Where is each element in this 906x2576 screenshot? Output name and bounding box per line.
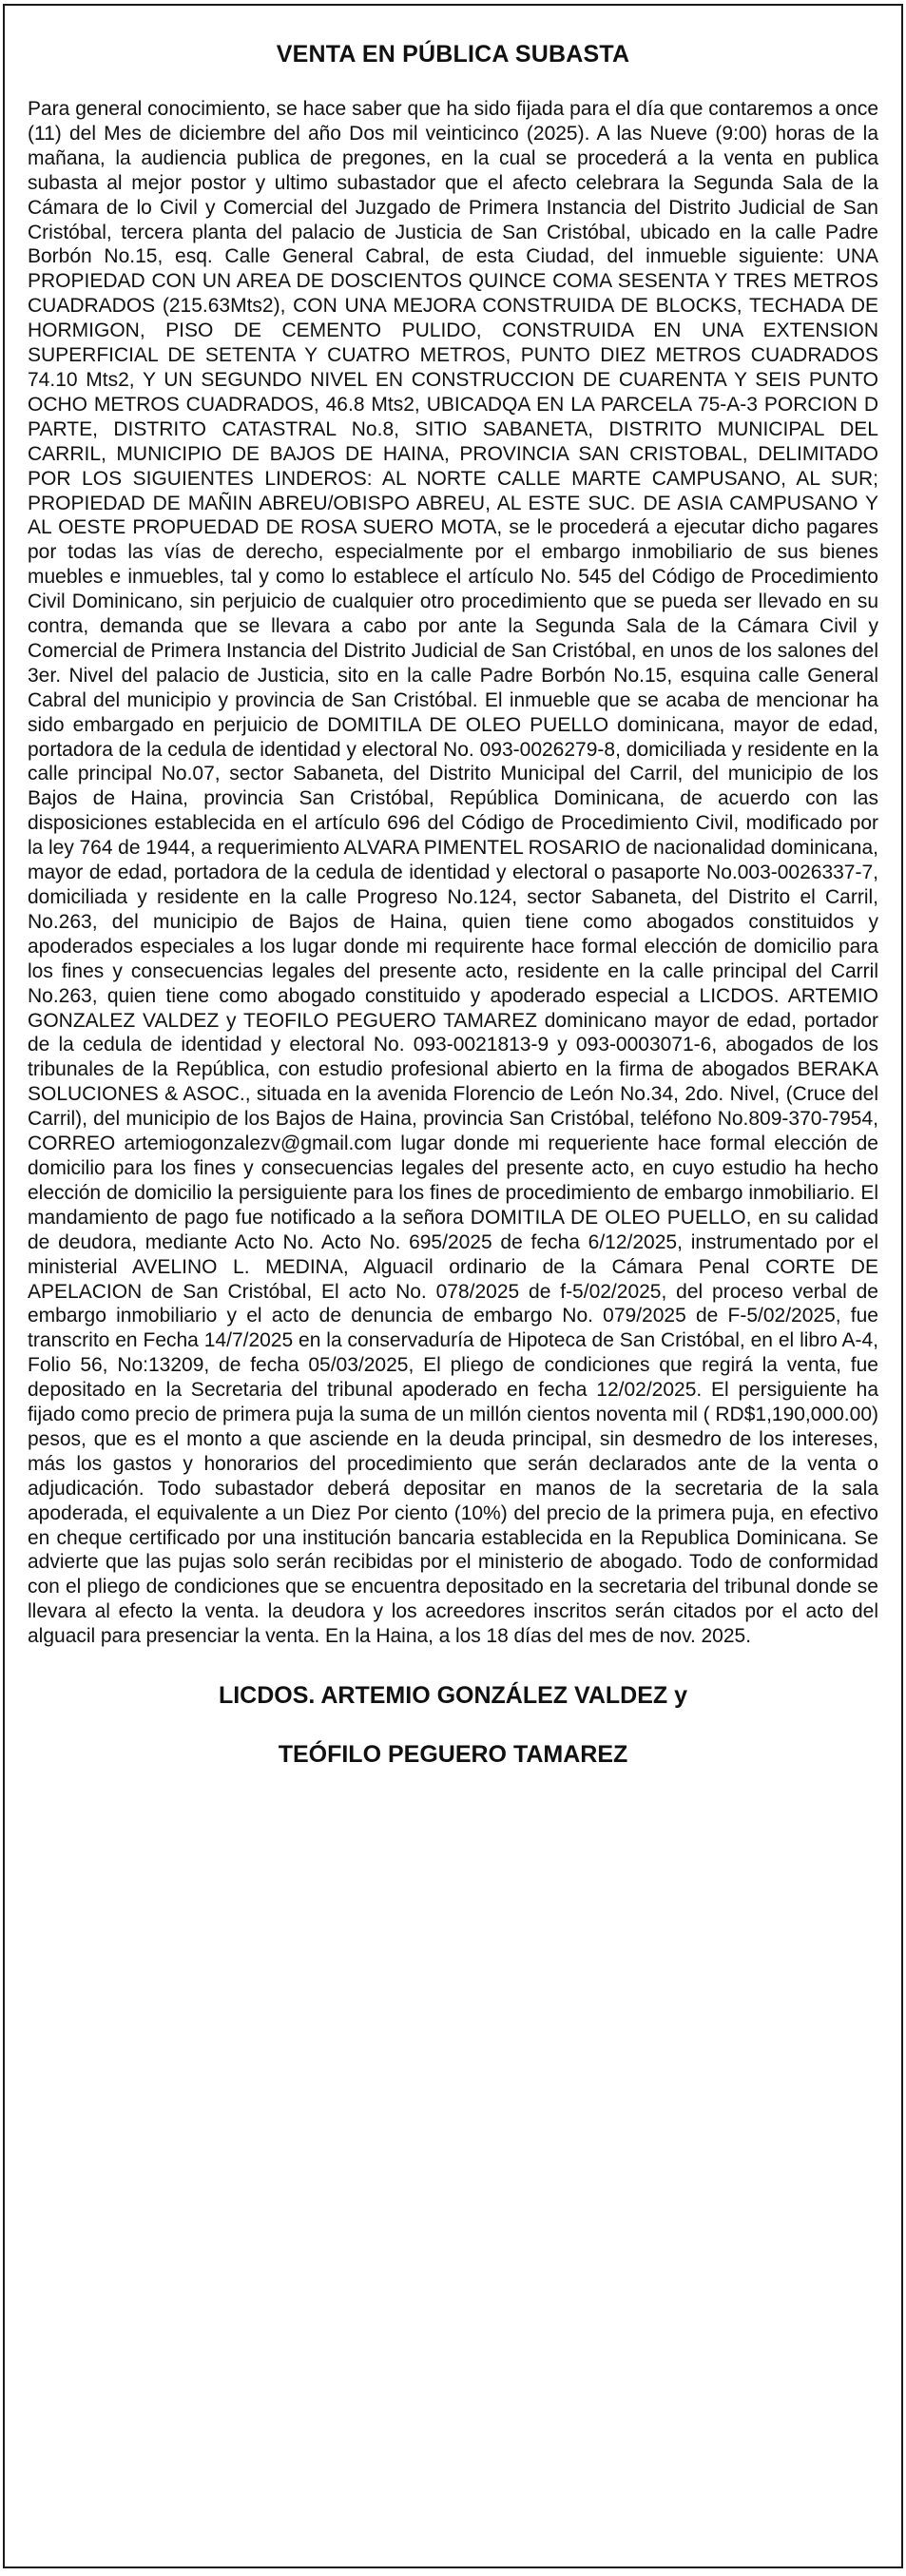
signature-line-1: LICDOS. ARTEMIO GONZÁLEZ VALDEZ y [218,1682,688,1710]
notice-body: Para general conocimiento, se hace saber que ha sido fijada para el día que contaremos a once (11) del Mes de diciembre del año Dos mil veinticinco (2025). A las Nueve (9:00) horas de la mañana, la audiencia publica de pregones, en la cual se procederá a la venta en publica subasta al mejor postor y ultimo subastador que el afecto celebrara la Segunda Sala de la Cámara de lo Civil y Comercial del Juzgado de Primera Instancia del Distrito Judicial de San Cristóbal, tercera planta del palacio de Justicia de San Cristóbal, ubicado en la calle Padre Borbón No.15, esq. Calle General Cabral, de esta Ciudad, del inmueble siguiente: UNA PROPIEDAD CON UN AREA DE DOSCIENTOS QUINCE COMA SESENTA Y TRES METROS CUADRADOS (215.63Mts2), CON UNA MEJORA CONSTRUIDA DE BLOCKS, TECHADA DE HORMIGON, PISO DE CEMENTO PULIDO, CONSTRUIDA EN UNA EXTENSION SUPERFICIAL DE SETENTA Y CUATRO METROS, PUNTO DIEZ METROS CUADRADOS 74.10 Mts2, Y UN SEGUNDO NIVEL EN CONSTRUCCION DE CUARENTA Y SEIS PUNTO OCHO METROS CUADRADOS, 46.8 Mts2, UBICADQA EN LA PARCELA 75-A-3 PORCION D PARTE, DISTRITO CATASTRAL No.8, SITIO SABANETA, DISTRITO MUNICIPAL DEL CARRIL, MUNICIPIO DE BAJOS DE HAINA, PROVINCIA SAN CRISTOBAL, DELIMITADO POR LOS SIGUIENTES LINDEROS: AL NORTE CALLE MARTE CAMPUSANO, AL SUR; PROPIEDAD DE MAÑIN ABREU/OBISPO ABREU, AL ESTE SUC. DE ASIA CAMPUSANO Y AL OESTE PROPUEDAD DE ROSA SUERO MOTA, se le procederá a ejecutar dicho pagares por todas las vías de derecho, especialmente por el embargo inmobiliario de sus bienes muebles e inmuebles, tal y como lo establece el artículo No. 545 del Código de Procedimiento Civil Dominicano, sin perjuicio de cualquier otro procedimiento que se pueda ser llevado en su contra, demanda que se llevara a cabo por ante la Segunda Sala de la Cámara Civil y Comercial de Primera Instancia del Distrito Judicial de San Cristóbal, en unos de los salones del 3er. Nivel del palacio de Justicia, sito en la calle Padre Borbón No.15, esquina calle General Cabral del municipio y provincia de San Cristóbal. El inmueble que se acaba de mencionar ha sido embargado en perjuicio de DOMITILA DE OLEO PUELLO dominicana, mayor de edad, portadora de la cedula de identidad y electoral No. 093-0026279-8, domiciliada y residente en la calle principal No.07, sector Sabaneta, del Distrito Municipal del Carril, del municipio de los Bajos de Haina, provincia San Cristóbal, República Dominicana, de acuerdo con las disposiciones establecida en el artículo 696 del Código de Procedimiento Civil, modificado por la ley 764 de 1944, a requerimiento ALVARA PIMENTEL ROSARIO de nacionalidad dominicana, mayor de edad, portadora de la cedula de identidad y electoral o pasaporte No.003-0026337-7, domiciliada y residente en la calle Progreso No.124, sector Sabaneta, del Distrito el Carril, No.263, del municipio de Bajos de Haina, quien tiene como abogados constituidos y apoderados especiales a los lugar donde mi requirente hace formal elección de domicilio para los fines y consecuencias legales del presente acto, residente en la calle principal del Carril No.263, quien tiene como abogado constituido y apoderado especial a LICDOS. ARTEMIO GONZALEZ VALDEZ y TEOFILO PEGUERO TAMAREZ dominicano mayor de edad, portador de la cedula de identidad y electoral No. 093-0021813-9 y 093-0003071-6, abogados de los tribunales de la República, con estudio profesional abierto en la firma de abogados BERAKA SOLUCIONES & ASOC., situada en la avenida Florencio de León No.34, 2do. Nivel, (Cruce del Carril), del municipio de los Bajos de Haina, provincia San Cristóbal, teléfono No.809-370-7954, CORREO artemiogonzalezv@gmail.com lugar donde mi requeriente hace formal elección de domicilio para los fines y consecuencias legales del presente acto, en cuyo estudio ha hecho elección de domicilio la persiguiente para los fines de procedimiento de embargo inmobiliario. El mandamiento de pago fue notificado a la señora DOMITILA DE OLEO PUELLO, en su calidad de deudora, mediante Acto No. Acto No. 695/2025 de fecha 6/12/2025, instrumentado por el ministerial AVELINO L. MEDINA, Alguacil ordinario de la Cámara Penal CORTE DE APELACION de San Cristóbal, El acto No. 078/2025 de f-5/02/2025, del proceso verbal de embargo inmobiliario y el acto de denuncia de embargo No. 079/2025 de F-5/02/2025, fue transcrito en Fecha 14/7/2025 en la conservaduría de Hipoteca de San Cristóbal, en el libro A-4, Folio 56, No:13209, de fecha 05/03/2025, El pliego de condiciones que regirá la venta, fue depositado en la Secretaria del tribunal apoderado en fecha 12/02/2025. El persiguiente ha fijado como precio de primera puja la suma de un millón cientos noventa mil ( RD$1,190,000.00) pesos, que es el monto a que asciende en la deuda principal, sin desmedro de los intereses, más los gastos y honorarios del procedimiento que serán declarados ante de la venta o adjudicación. Todo subastador deberá depositar en manos de la secretaria de la sala apoderada, el equivalente a un Diez Por ciento (10%) del precio de la primera puja, en efectivo en cheque certificado por una institución bancaria establecida en la Republica Dominicana. Se advierte que las pujas solo serán recibidas por el ministerio de abogado. Todo de conformidad con el pliego de condiciones que se encuentra depositado en la secretaria del tribunal donde se llevara al efecto la venta. la deudora y los acreedores inscritos serán citados por el acto del alguacil para presenciar la venta. En la Haina, a los 18 días del mes de nov. 2025. [28,98,878,1648]
signature-line-2: TEÓFILO PEGUERO TAMAREZ [278,1741,628,1769]
legal-notice [3,4,903,2568]
notice-title: VENTA EN PÚBLICA SUBASTA [276,41,630,68]
